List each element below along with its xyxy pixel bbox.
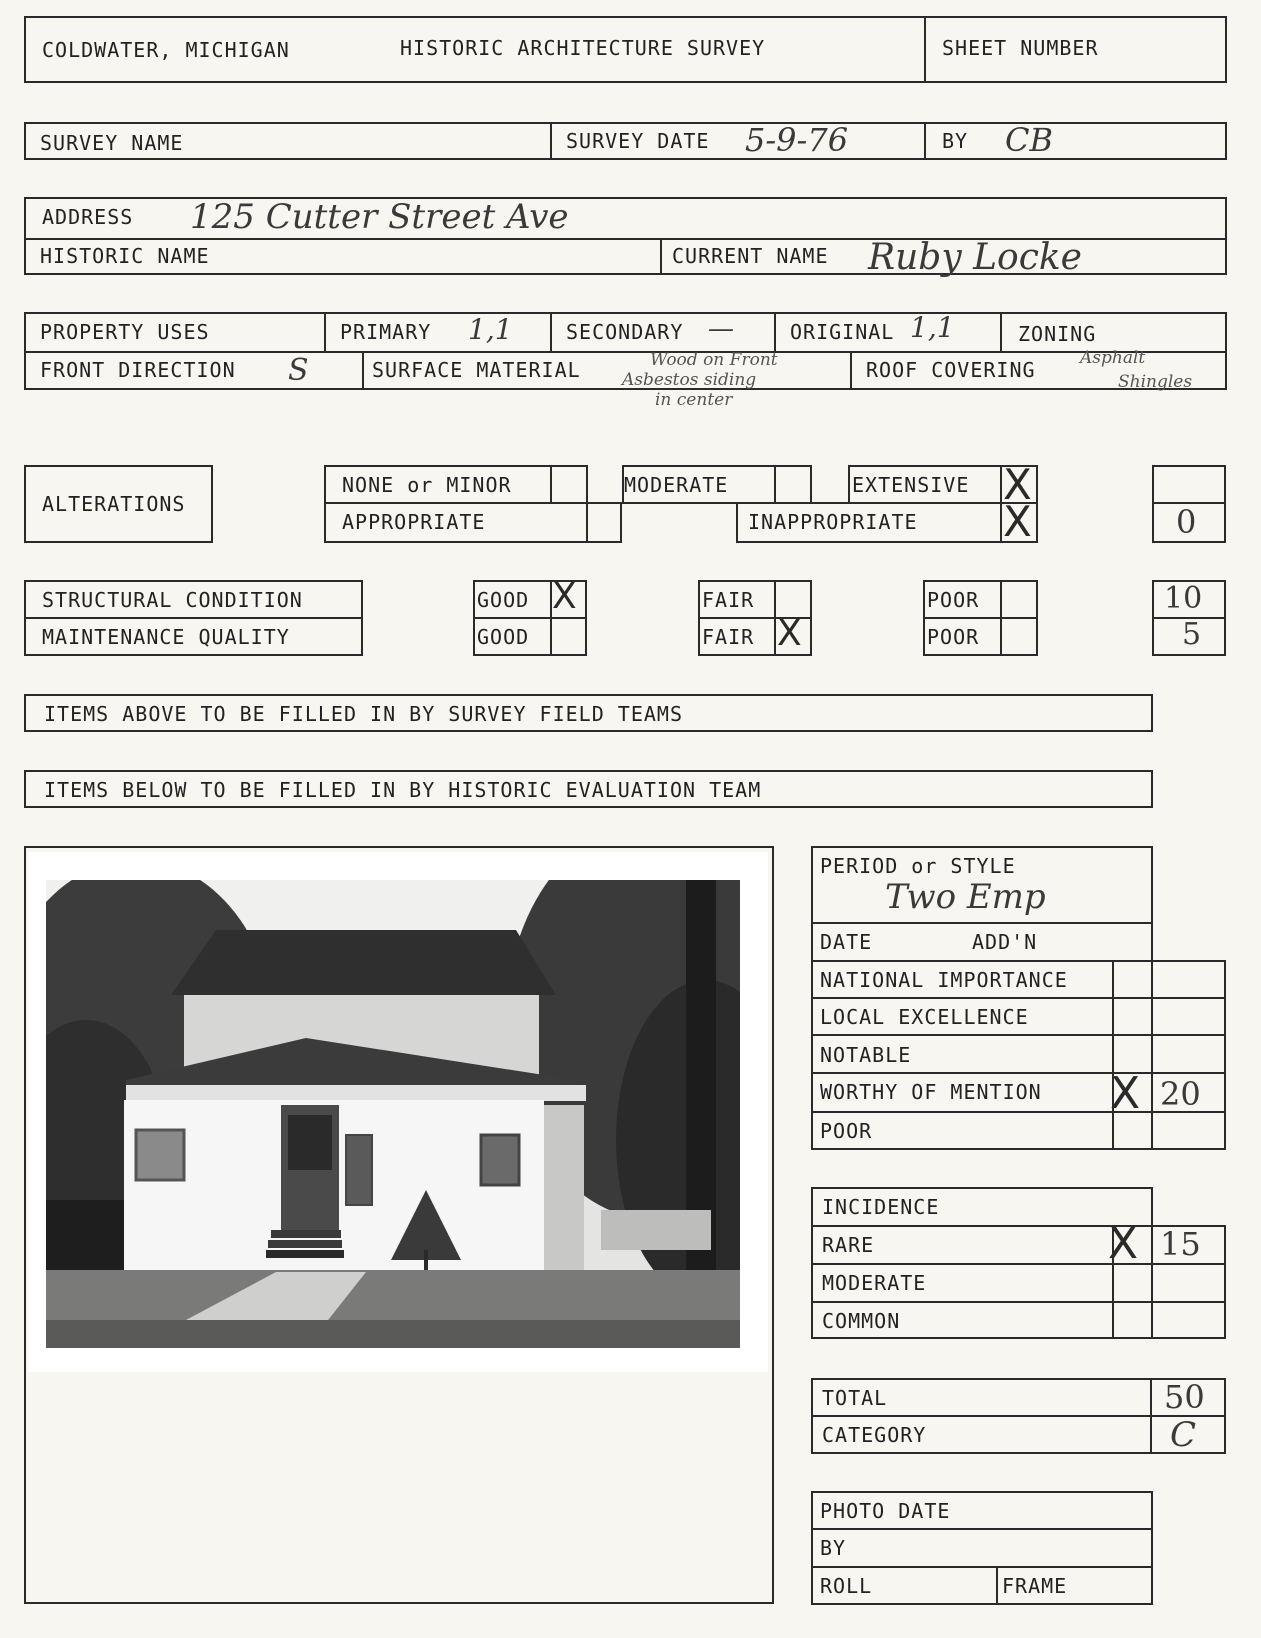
local-excellence-label: LOCAL EXCELLENCE: [820, 1005, 1029, 1029]
rare-label: RARE: [822, 1233, 875, 1257]
structural-condition-label: STRUCTURAL CONDITION: [42, 588, 303, 612]
structural-good-label: GOOD: [477, 588, 530, 612]
secondary-value: —: [708, 314, 734, 344]
photo-date-label: PHOTO DATE: [820, 1499, 951, 1523]
rare-check: X: [1108, 1218, 1139, 1269]
rare-score: 15: [1160, 1225, 1201, 1263]
none-minor-label: NONE or MINOR: [342, 473, 512, 497]
primary-value: 1,1: [468, 313, 513, 346]
current-name-label: CURRENT NAME: [672, 244, 829, 268]
structural-score: 10: [1164, 581, 1203, 616]
inappropriate-check: X: [1003, 497, 1032, 546]
roof-divider: [850, 351, 852, 390]
maintenance-poor-label: POOR: [927, 625, 980, 649]
structural-fair-label: FAIR: [702, 588, 755, 612]
current-name-divider: [660, 238, 662, 275]
photo-by-label: BY: [820, 1536, 847, 1560]
date-label: DATE: [820, 930, 873, 954]
poor-divider: [923, 617, 1038, 619]
worthy-check: X: [1110, 1068, 1141, 1119]
maintenance-fair-check: X: [777, 613, 802, 654]
structural-good-check: X: [552, 576, 577, 617]
zoning-divider: [1000, 312, 1002, 351]
total-label: TOTAL: [822, 1386, 888, 1410]
none-minor-check-divider: [550, 465, 552, 504]
alterations-score: 0: [1176, 503, 1197, 541]
roof-value-1: Asphalt: [1080, 348, 1146, 368]
surface-divider: [362, 351, 364, 390]
zoning-label: ZONING: [1018, 322, 1097, 346]
maintenance-quality-label: MAINTENANCE QUALITY: [42, 625, 290, 649]
incidence-label: INCIDENCE: [822, 1195, 940, 1219]
items-below-note: ITEMS BELOW TO BE FILLED IN BY HISTORIC EVALUATION TEAM: [44, 778, 762, 802]
primary-divider: [324, 312, 326, 351]
form-title: HISTORIC ARCHITECTURE SURVEY: [400, 36, 766, 60]
period-style-value: Two Emp: [885, 877, 1046, 917]
evaluation-score-col: [1112, 960, 1226, 1150]
eval-divider-1: [811, 922, 1153, 924]
survey-by-label: BY: [942, 129, 969, 153]
common-label: COMMON: [822, 1309, 901, 1333]
eval-divider-4: [811, 1034, 1226, 1036]
photo-info-divider-2: [811, 1566, 1153, 1568]
incidence-moderate-label: MODERATE: [822, 1271, 927, 1295]
poor-check-divider: [1000, 580, 1002, 656]
fair-check-divider: [774, 580, 776, 656]
header-divider: [924, 16, 926, 83]
inappropriate-check-divider: [1000, 502, 1002, 543]
primary-label: PRIMARY: [340, 320, 432, 344]
good-divider: [473, 617, 587, 619]
roof-value-2: Shingles: [1118, 372, 1193, 392]
front-direction-value: S: [288, 353, 309, 388]
property-divider: [24, 351, 1227, 353]
eval-divider-2: [811, 960, 1226, 962]
survey-divider-1: [550, 122, 552, 160]
current-name-value: Ruby Locke: [868, 237, 1082, 278]
structural-poor-label: POOR: [927, 588, 980, 612]
property-uses-label: PROPERTY USES: [40, 320, 210, 344]
frame-label: FRAME: [1002, 1574, 1068, 1598]
original-value: 1,1: [910, 311, 955, 344]
inappropriate-label: INAPPROPRIATE: [748, 510, 918, 534]
secondary-label: SECONDARY: [566, 320, 684, 344]
inc-divider-2: [811, 1263, 1226, 1265]
secondary-divider: [550, 312, 552, 351]
survey-date-value: 5-9-76: [745, 121, 849, 159]
surface-value-2: Asbestos siding: [622, 370, 757, 390]
survey-by-value: CB: [1005, 121, 1053, 159]
worthy-score: 20: [1160, 1075, 1201, 1113]
eval-divider-5: [811, 1072, 1226, 1074]
maintenance-good-label: GOOD: [477, 625, 530, 649]
original-label: ORIGINAL: [790, 320, 895, 344]
extensive-check: X: [1003, 460, 1032, 509]
moderate-label: MODERATE: [624, 473, 729, 497]
evaluation-poor-label: POOR: [820, 1119, 873, 1143]
inc-divider-3: [811, 1301, 1226, 1303]
survey-divider-2: [924, 122, 926, 160]
condition-label-divider: [24, 617, 363, 619]
eval-divider-3: [811, 997, 1226, 999]
surface-material-label: SURFACE MATERIAL: [372, 358, 581, 382]
photo-info-divider-1: [811, 1528, 1153, 1530]
period-style-label: PERIOD or STYLE: [820, 854, 1016, 878]
surface-value-3: in center: [655, 390, 733, 410]
house-photo: [46, 880, 740, 1348]
addn-label: ADD'N: [972, 930, 1038, 954]
maintenance-score: 5: [1182, 617, 1202, 652]
extensive-check-divider: [1000, 465, 1002, 504]
surface-value-1: Wood on Front: [650, 350, 778, 370]
totals-value-divider: [1150, 1378, 1152, 1454]
survey-name-label: SURVEY NAME: [40, 131, 184, 155]
front-direction-label: FRONT DIRECTION: [40, 358, 236, 382]
total-value: 50: [1164, 1378, 1205, 1416]
roof-covering-label: ROOF COVERING: [866, 358, 1036, 382]
national-importance-label: NATIONAL IMPORTANCE: [820, 968, 1068, 992]
worthy-of-mention-label: WORTHY OF MENTION: [820, 1080, 1042, 1104]
appropriate-check-divider: [586, 502, 588, 543]
survey-date-label: SURVEY DATE: [566, 129, 710, 153]
appropriate-label: APPROPRIATE: [342, 510, 486, 534]
moderate-check-divider: [774, 465, 776, 504]
original-divider: [774, 312, 776, 351]
address-label: ADDRESS: [42, 205, 134, 229]
address-value: 125 Cutter Street Ave: [190, 197, 569, 237]
roll-label: ROLL: [820, 1574, 873, 1598]
notable-label: NOTABLE: [820, 1043, 912, 1067]
items-above-note: ITEMS ABOVE TO BE FILLED IN BY SURVEY FIELD TEAMS: [44, 702, 684, 726]
category-label: CATEGORY: [822, 1423, 927, 1447]
city-label: COLDWATER, MICHIGAN: [42, 38, 290, 62]
maintenance-fair-label: FAIR: [702, 625, 755, 649]
historic-name-label: HISTORIC NAME: [40, 244, 210, 268]
extensive-label: EXTENSIVE: [852, 473, 970, 497]
category-value: C: [1170, 1415, 1197, 1455]
frame-divider: [996, 1566, 998, 1605]
sheet-number-label: SHEET NUMBER: [942, 36, 1099, 60]
alterations-label: ALTERATIONS: [42, 492, 186, 516]
